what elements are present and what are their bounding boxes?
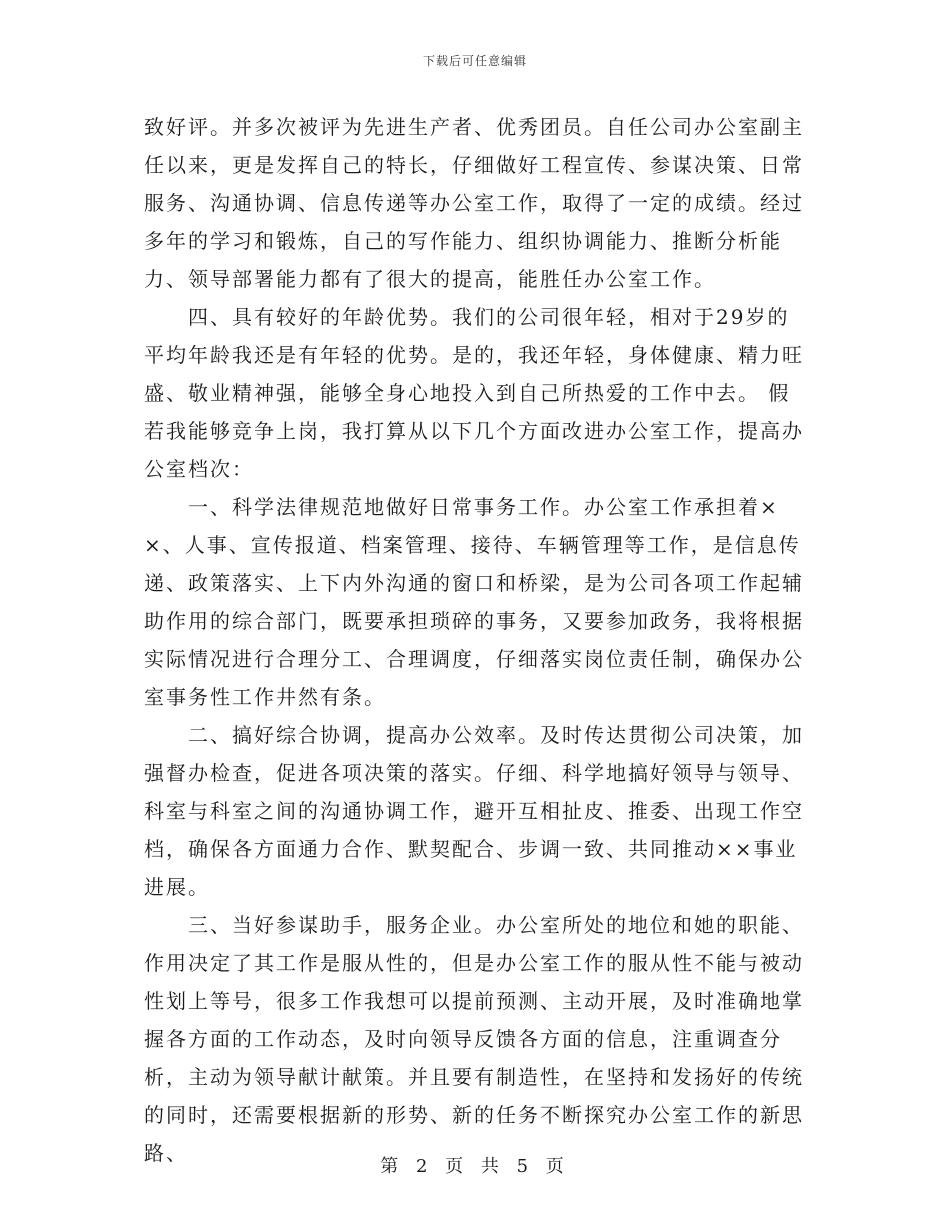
paragraph-2: 四、具有较好的年龄优势。我们的公司很年轻，相对于29岁的平均年龄我还是有年轻的优势。是的，我还年轻，身体健康、精力旺盛、敬业精神强，能够全身心地投入到自己所热爱的工作中去。 假若我能够竞争上岗，我打算从以下几个方面改进办公室工作，提高办公室档次： xyxy=(144,305,804,481)
page-number-footer: 第 2 页 共 5 页 xyxy=(380,1156,570,1177)
paragraph-3: 一、科学法律规范地做好日常事务工作。办公室工作承担着××、人事、宣传报道、档案管理、接待、车辆管理等工作，是信息传递、政策落实、上下内外沟通的窗口和桥梁，是为公司各项工作起辅助作用的综合部门，既要承担琐碎的事务，又要参加政务，我将根据实际情况进行合理分工、合理调度，仔细落实岗位责任制，确保办公室事务性工作井然有条。 xyxy=(144,495,804,709)
document-body xyxy=(144,108,808,1172)
paragraph-5: 三、当好参谋助手，服务企业。办公室所处的地位和她的职能、作用决定了其工作是服从性的，但是办公室工作的服从性不能与被动性划上等号，很多工作我想可以提前预测、主动开展，及时准确地掌握各方面的工作动态，及时向领导反馈各方面的信息，注重调查分析，主动为领导献计献策。并且要有制造性，在坚持和发扬好的传统的同时，还需要根据新的形势、新的任务不断探究办公室工作的新思路、 xyxy=(144,913,804,1165)
paragraph-4: 二、搞好综合协调，提高办公效率。及时传达贯彻公司决策，加强督办检查，促进各项决策的落实。仔细、科学地搞好领导与领导、科室与科室之间的沟通协调工作，避开互相扯皮、推委、出现工作空档，确保各方面通力合作、默契配合、步调一致、共同推动××事业进展。 xyxy=(144,723,804,899)
paragraph-1: 致好评。并多次被评为先进生产者、优秀团员。自任公司办公室副主任以来，更是发挥自己的特长，仔细做好工程宣传、参谋决策、日常服务、沟通协调、信息传递等办公室工作，取得了一定的成绩。经过多年的学习和锻炼，自己的写作能力、组织协调能力、推断分析能力、领导部署能力都有了很大的提高，能胜任办公室工作。 xyxy=(144,115,804,291)
page-header-note: 下载后可任意编辑 xyxy=(422,54,527,68)
